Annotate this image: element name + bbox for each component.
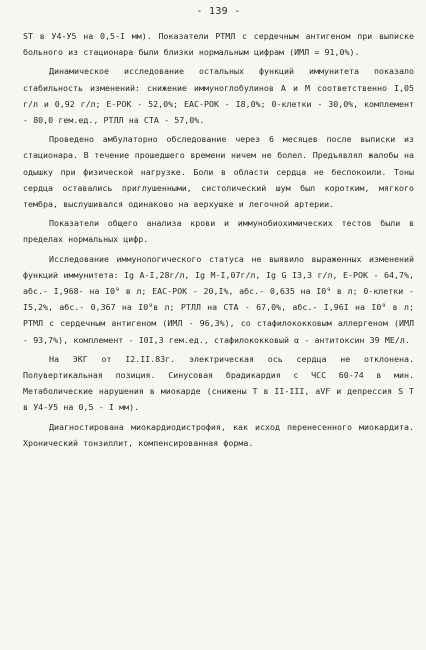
paragraph-outpatient-exam: Проведено амбулаторно обследование через 6 месяцев после выписки из стационара. В течение прошедшего времени ничем не болел. Предъявлял жалобы на одышку при физической нагрузке. Боли в области сердца не беспокоили. Тоны сердца оставались приглушенными, систолический шум был коротким, мягкого тембра, выслушивался одинаково на верхушке и легочной артерии. bbox=[23, 134, 414, 210]
paragraph-continuation: ST в У4-У5 на 0,5-I мм). Показатели РТМЛ с сердечным антигеном при выписке больного из стационара были близки нормальным цифрам (ИМЛ = 91,0%). bbox=[23, 31, 414, 58]
paragraph-immunological-status: Исследование иммунологического статуса не выявило выраженных изменений функций иммунитета: Ig A-I,28г/л, Ig M-I,07г/л, Ig G I3,3 г/л, Е-РОК - 64,7%, абс.- I,968- на I0⁹ в л; ЕАС-РОК - 20,I%, абс.- 0,635 на I0⁹ в л; 0-клетки - I5,2%, абс.- 0,367 на I0⁹в л; РТЛЛ на СТА - 67,0%, абс.- I,96I на I0⁹ в л; РТМЛ с сердечным антигеном (ИМЛ - 96,3%), со стафилококковым аллергеном (ИМЛ - 93,7%), комплемент - I0I,3 гем.ед., стафилококковый α - антитоксин 39 МЕ/л. bbox=[23, 253, 414, 345]
paragraph-blood-tests: Показатели общего анализа крови и иммунобиохимических тестов были в пределах нормальных цифр. bbox=[23, 218, 414, 245]
paragraph-immunity-dynamics: Динамическое исследование остальных функций иммунитета показало стабильность изменений: снижение иммуноглобулинов А и М соответственно I,05 г/л и 0,92 г/л; Е-РОК - 52,0%; ЕАС-РОК - I8,0%; 0-клетки - 30,0%, комплемент - 80,0 гем.ед., РТЛЛ на СТА - 57,0%. bbox=[23, 66, 414, 126]
paragraph-ecg: На ЭКГ от I2.II.83г. электрическая ось сердца не отклонена. Полувертикальная позиция. Синусовая брадикардия с ЧСС 60-74 в мин. Метаболические нарушения в миокарде (снижены Т в II-III, aVF и депрессия S T в У4-У5 на 0,5 - I мм). bbox=[23, 353, 414, 413]
page-number: - 139 - bbox=[196, 6, 241, 17]
paragraph-diagnosis: Диагностирована миокардиодистрофия, как исход перенесенного миокардита. Хронический тонзиллит, компенсированная форма. bbox=[23, 421, 414, 448]
